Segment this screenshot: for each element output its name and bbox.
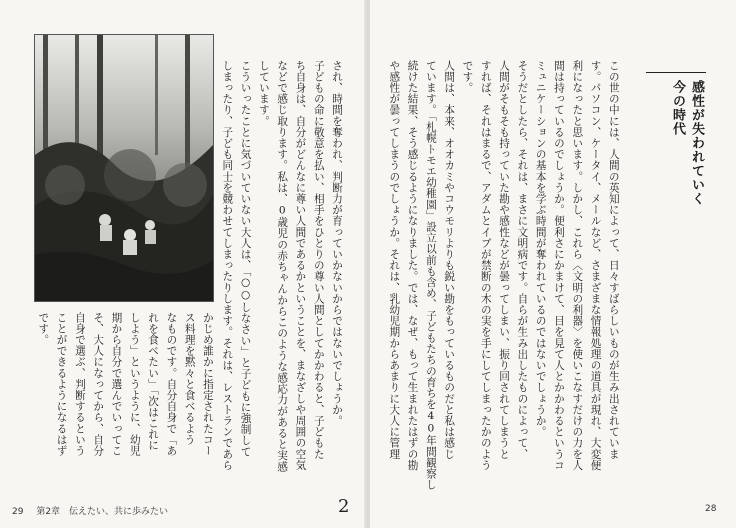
heading-text — [668, 80, 706, 206]
forest-children-photo — [34, 34, 214, 302]
left-page-number: 29 — [12, 507, 24, 517]
heading-line-1: 感性が失われていく — [689, 80, 704, 206]
left-footer — [12, 504, 168, 517]
left-body-text-bottom: かじめ誰かに指定されたコー ス料理を黙々と食べるよう なものです。自分自身で「あ れを食べたい」「次はこれに しよう」というように、幼児 期から自分で選んでいってこ そ、大人になってから、自分 自身で選ぶ、判断するという ことができるようになるはず です。 — [37, 312, 214, 457]
heading-rule — [646, 72, 706, 73]
chapter-title: 第2章 伝えたい、共に歩みたい — [36, 507, 169, 517]
heading-line-2: 今の時代 — [670, 80, 685, 136]
right-page-number: 28 — [705, 504, 717, 514]
right-body-text: この世の中には、人間の英知によって、日々すばらしいものが生み出されていま す。パソコン、ケータイ、メールなど、さまざまな情報処理の道具が現れ、大変便 利になったと思います。しかし、これら〈文明の利器〉を使いこなすだけの力を人 間は持っているのでしょうか。便利さにかまけて、目を見て人とかかわるというコ ミュニケーションの基本を学ぶ時間が奪われているのではないでしょうか。 そうだとしたら、それは、まさに文明病です。自らが生み出したものによって、 人間がそもそも持っていた勘や感性などが曇ってしまい、振り回されてしまうと すれば、それはまるで、アダムとイブが禁断の木の実を手にしてしまったかのよう です。 人間は、本来、オオカミやコウモリよりも鋭い勘をもっているものだと私は感じ ています。「札幌トモエ幼稚園」設立以前も含め、子どもたちの育ちを40年間観察し 続けた結果、そう感じるようになりました。では、なぜ、もって生まれたはずの勘 や感性が曇ってしまうのでしょうか。それは、乳幼児期からあまりに大人に管理 — [388, 60, 620, 491]
left-body-text-top: され、時間を奪われ、判断力が育っていかないからではないでしょうか。 子どもの命に敬意を払い、相手をひとりの尊い人間としてかかわると、子どもた ち自身は、自分がどんなに尊い人間であるかということを、まなざしや周囲の空気 などで感じ取ります。私は、0歳児の赤ちゃんからこのような感応力があると実感 しています。 こういったことに気づいていない大人は、「○○しなさい」と子どもに強制して しまったり、子ども同士を競わせてしまったりします。それは、レストランであら — [221, 60, 344, 473]
handwritten-mark: 2 — [338, 496, 350, 517]
forest-photo-illustration — [35, 35, 213, 301]
left-page — [0, 0, 366, 528]
section-heading — [646, 72, 706, 206]
